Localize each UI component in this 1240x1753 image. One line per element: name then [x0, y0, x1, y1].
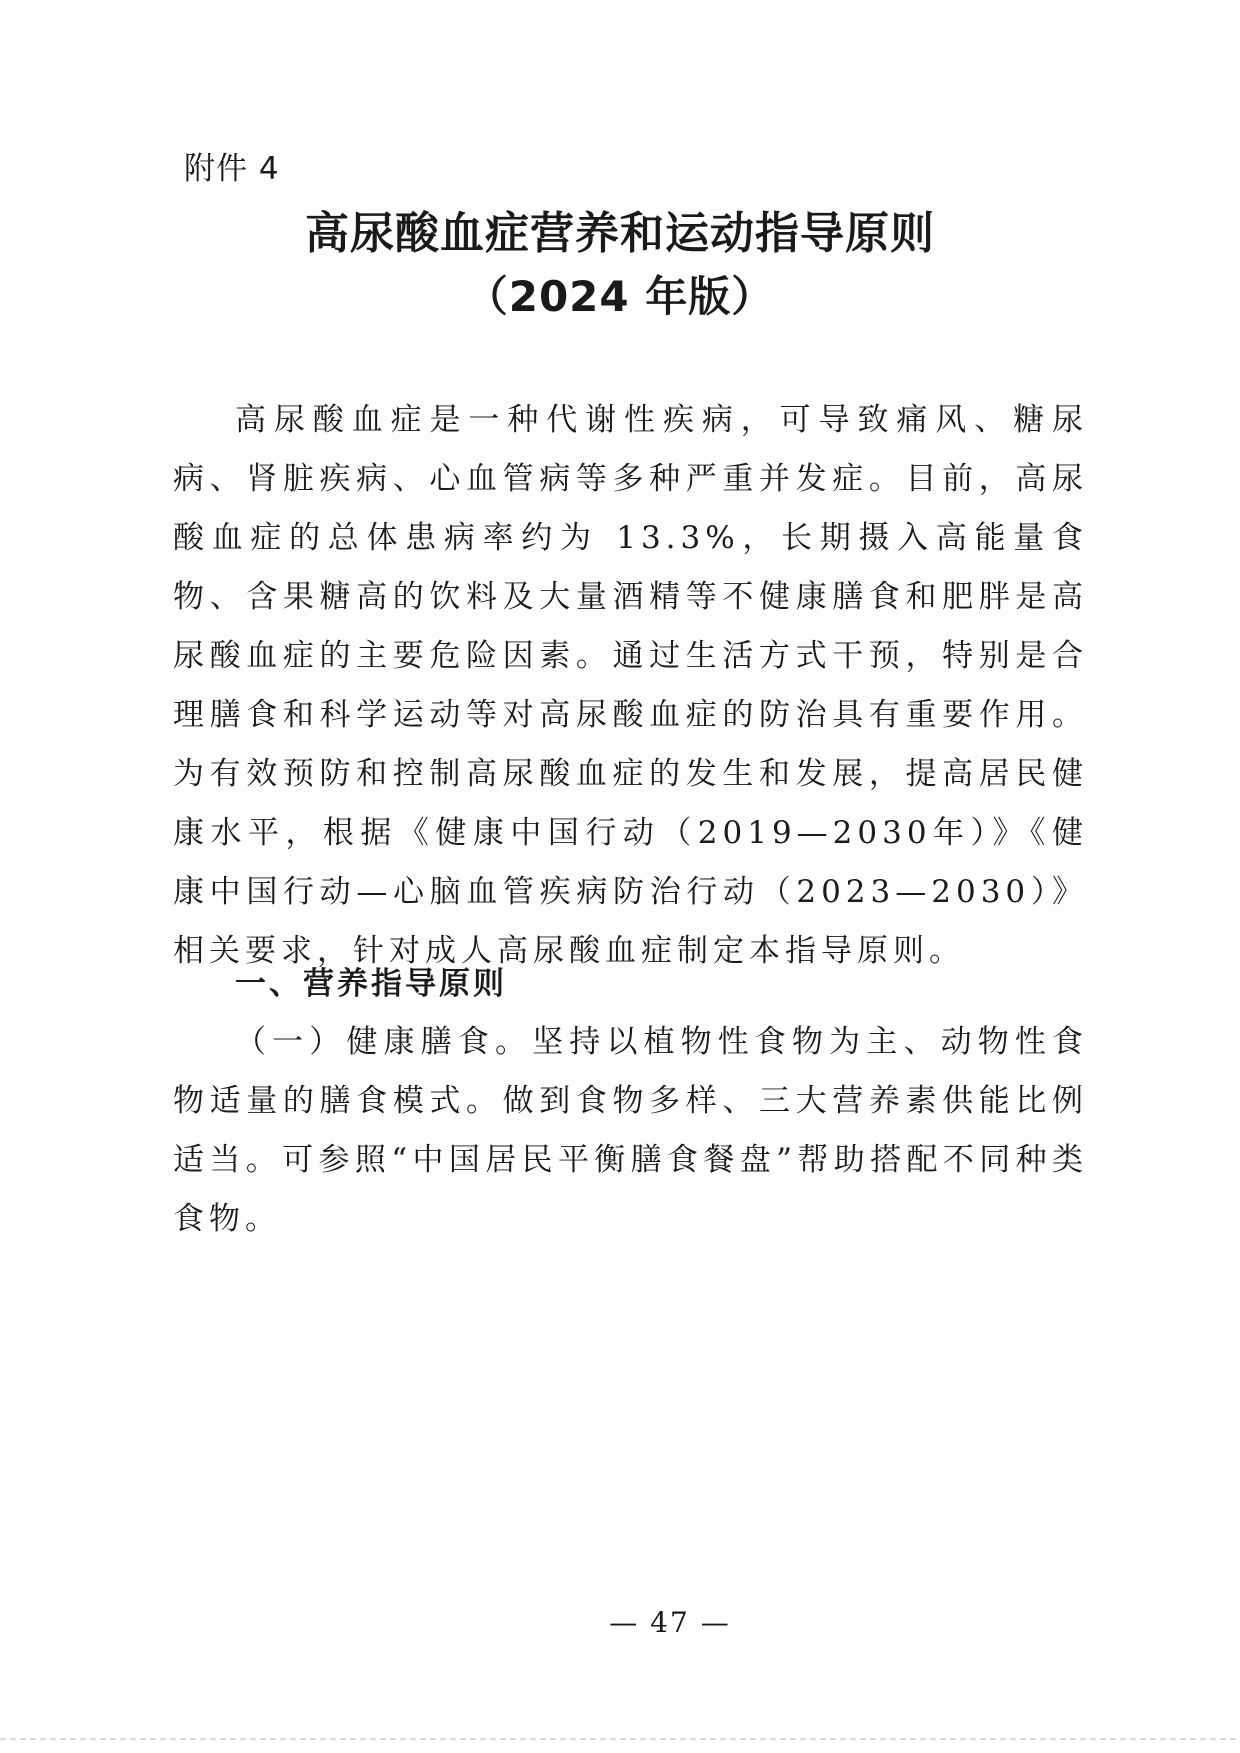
- page-number: — 47 —: [609, 1606, 731, 1639]
- bottom-divider: [0, 1738, 1240, 1740]
- intro-paragraph: 高尿酸血症是一种代谢性疾病，可导致痛风、糖尿病、肾脏疾病、心血管病等多种严重并发症。目前，高尿酸血症的总体患病率约为 13.3%，长期摄入高能量食物、含果糖高的饮料及大量酒精等不健康膳食和肥胖是高尿酸血症的主要危险因素。通过生活方式干预，特别是合理膳食和科学运动等对高尿酸血症的防治具有重要作用。为有效预防和控制高尿酸血症的发生和发展，提高居民健康水平，根据《健康中国行动（2019—2030年）》《健康中国行动—心脑血管疾病防治行动（2023—2030）》相关要求，针对成人高尿酸血症制定本指导原则。: [173, 402, 1088, 969]
- attachment-label: 附件 4: [184, 151, 280, 187]
- document-title: 高尿酸血症营养和运动指导原则: [305, 208, 935, 259]
- document-subtitle: （2024 年版）: [465, 272, 775, 321]
- section-heading-nutrition: 一、营养指导原则: [235, 966, 507, 1002]
- healthy-diet-paragraph: （一）健康膳食。坚持以植物性食物为主、动物性食物适量的膳食模式。做到食物多样、三大营养素供能比例适当。可参照“中国居民平衡膳食餐盘”帮助搭配不同种类食物。: [173, 1024, 1088, 1237]
